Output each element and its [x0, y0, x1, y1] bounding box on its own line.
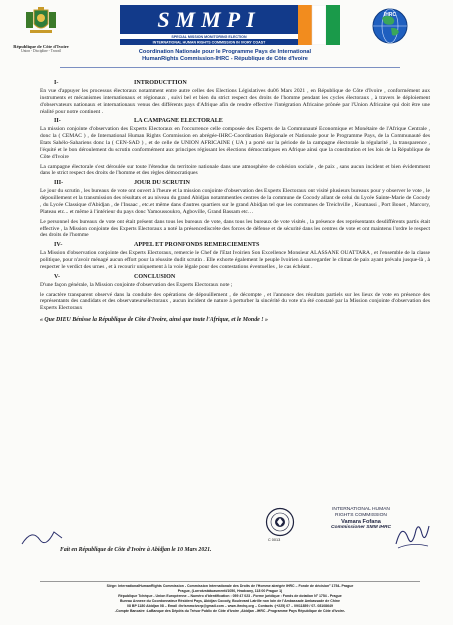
handwritten-mark-icon	[18, 526, 66, 550]
republic-motto: Union - Discipline - Travail	[21, 49, 61, 53]
closing-motto: « Que DIEU Bénisse la République de Côte d'Ivoire, ainsi que toute l'Afrique, et le Monde ! »	[40, 317, 268, 324]
section-heading-election-day	[40, 180, 430, 186]
date-line: Fait en République de Côte d'Ivoire à Abidjan le 10 Mars 2021.	[60, 547, 212, 553]
stamp-role: Commissioner SMM IHRC	[330, 525, 392, 530]
ihrc-label: IHRC	[383, 12, 397, 18]
section-number: I-	[54, 80, 59, 86]
section-number: V-	[54, 273, 60, 280]
seal-icon	[265, 507, 295, 537]
section-title: APPEL ET PRONFONDS REMERCIEMENTS	[134, 242, 260, 249]
stamp-code: C 0013	[268, 538, 281, 542]
section-number: III-	[54, 180, 64, 187]
header-subtitle-line-2: HumanRights Commission-IHRC - République de Côte d'Ivoire	[142, 56, 308, 62]
logo-text: SMMPI	[157, 7, 261, 32]
section-paragraph: Le jour du scrutin , les bureaux de vote ont ouvert à l'heure et la mission conjointe d'observation des Experts Electoraux ont visité plusieurs bureaux pour y observer le vote , le dépouillement et la transmission des résultats et au niveau du grand Abidjan notammentles centres de la commune de Cocody allant de celui du Lycée Sainte-Marie de Cocody , du Lycée Classique d'Abidjan , de l'Insaac , etc.et même dans d'autres quartiers sur le grand Abidjan tel que les communes de Treichville , Koumassi , Port Bouet , Marcory, Plateau etc... et même à l'intérieur du pays donc Yamoussoukro, Agboville, Grand Bassam etc…	[40, 188, 430, 215]
section-title: INTRODUCTTION	[134, 80, 187, 86]
header-subtitle	[90, 49, 360, 63]
signature-icon	[392, 518, 432, 556]
section-title: CONCLUSION	[134, 273, 176, 280]
footer-divider	[40, 581, 420, 582]
section-paragraph: le caractère transparent observé dans la conduite des opérations de dépouillement , de décompte , et l'annonce des résultats partiels sur les lieux de vote en présence des représentants des candidats et des observateursélectoraux , aucun incident de nature à perturber la sincérité du vote n'a été constaté par la Mission conjointe d'observation des Experts Electoraux	[40, 291, 430, 312]
footer-line: République Tchèque - Union Européenne – Numéro d'identification : 059 47 023 - Forme juridique : Fonds de dotation N° 1754 - Prague	[118, 593, 342, 598]
logo-subband: SPECIAL MISSION MONITORING ELECTION	[171, 35, 247, 39]
stamp-name: Vamara Fofana	[341, 519, 381, 525]
footer-line: Siège: InternationalHumanRights Commission - Commission Internationale des Droits de l'Homme abrégée IHRC – Fonde de décision° 1754- Prague	[106, 584, 354, 588]
section-paragraph: En vue d'appuyer les processus électoraux notamment entre autre celles des Elections Législatives du06 Mars 2021 , en République de Côte d'Ivoire , conformément aux instruments et mécanismes internationaux et régionaux , suivi bel et bien du strict respect des droits de l'homme pendant les cycles électoraux , à travers le déploiement d'observateurs nationaux et internationaux venus des différents pays d'Afrique afin de rendre effective l'intégration Africaine prônée par l'Union Africaine qui doit être une réalité pour notre continent .	[40, 88, 430, 115]
footer-line: Bureau Annexe du Coordonnateur Résident Pays, Abidjan Cocody, Boulevard Latrille non loin de l'Ambassade Ambassade de Chine	[120, 598, 340, 603]
section-heading-conclusion	[40, 274, 430, 280]
section-paragraph: D'une façon générale, la Mission conjointe d'observation des Experts Electoraux note ;	[40, 281, 233, 288]
section-heading-campaign	[40, 118, 430, 124]
section-heading-intro	[40, 80, 430, 86]
section-heading-thanks	[40, 242, 430, 248]
smmpi-logo	[120, 5, 340, 45]
footer-line: 08 BP 1180 Abidjan 08 – Email :ihrlsmmcivcrp@gmail.com – www.ihrchq.org – Contacts :(+225) 07 – 09/11859 / 07- 08108649	[127, 603, 333, 608]
footer-line: -Compte Bancaire :LaBanque des Dépôts du Trésor Public de Côte d'Ivoire ,Abidjan –IHRC –Programme Pays République de Côte d'Ivoire-	[114, 608, 346, 613]
header-divider	[60, 67, 400, 68]
footer	[40, 584, 420, 613]
ihrc-globe-icon	[372, 8, 408, 44]
section-paragraph: La mission conjointe d'observation des Experts Electoraux en l'occurrence celle composée des Experts de la Communauté Economique et Monétaire de l'Afrique Centrale , donc la ( CEMAC ) , de International Human Rights Commission en abrégée-IHRC-Coordination Régionale et Nationale pour le Programme Pays, de la Communauté des Etats Sahélo-Sahariens donc la ( CEN-SAD ) , et de celle de UNION AFRICAINE ( UA ) a porté sur la période de la campagne électorale la régularité , la transparence , l'équité et le bon déroulement du scrutin conformément aux principes régissant les élections démocratiques en Afrique ainsi que la constitution et les lois de la République de Côte d'Ivoire	[40, 126, 430, 160]
logo-band: INTERNATIONAL HUMAN RIGHTS COMMISSION IN IVORY COAST	[152, 40, 266, 45]
coat-of-arms-icon	[24, 6, 58, 36]
section-number: IV-	[54, 242, 63, 249]
section-paragraph: La campagne électorale s'est déroulée sur toute l'étendue du territoire nationale dans une atmosphère de cohésion sociale , de paix , sans aucun incident et bien évidemment dans le strict respect des droits de l'homme et des règles démocratiques	[40, 163, 430, 177]
header-subtitle-line-1: Coordination Nationale pour le Programme Pays de International	[138, 49, 312, 55]
stamp-org-line-1: INTERNATIONAL HUMAN	[332, 507, 390, 512]
section-number: II-	[54, 118, 61, 125]
report-body	[40, 77, 430, 323]
republic-name: République de Côte d'Ivoire	[13, 44, 69, 49]
section-paragraph: La Mission d'observation conjointe des Experts Electoraux, remercie le Chef de l'Etat Ivoirien Son Excellence Monsieur ALASSANE OUATTARA , et l'ensemble de la classe politique, pour n'avoir ménagé aucun effort pour la réussite dudit scrutin . Elle exhorte également le peuple Ivoirien à sauvegarder le climat de paix ayant prévalu jusque-là , à respecter le verdict des urnes , et à recourir uniquement à la voie légale pour des contestations éventuelles , le cas échéant .	[40, 250, 430, 270]
republic-emblem-block	[6, 6, 76, 53]
section-paragraph: Le personnel des bureaux de vote ont était présent dans tous les bureaux de vote, dans tous les bureaux de vote visités , la présence des représentants desdifférents partis était effective , la Mission conjointe des Experts Electoraux a noté la présencediscrète des forces de défense et de sécurité dans les centres de vote et ont maintenu l'ordre le respect des droits de l'homme	[40, 218, 430, 239]
footer-line: Prague, (Lorrotzstátuasmenti/1050, Hradcany, 118 00 Prague 1)	[177, 588, 283, 593]
section-title: JOUR DU SCRUTIN	[134, 180, 190, 187]
stamp-org-line-2: RIGHTS COMMISSION	[335, 513, 387, 518]
section-title: LA CAMPAGNE ELECTORALE	[134, 118, 223, 125]
